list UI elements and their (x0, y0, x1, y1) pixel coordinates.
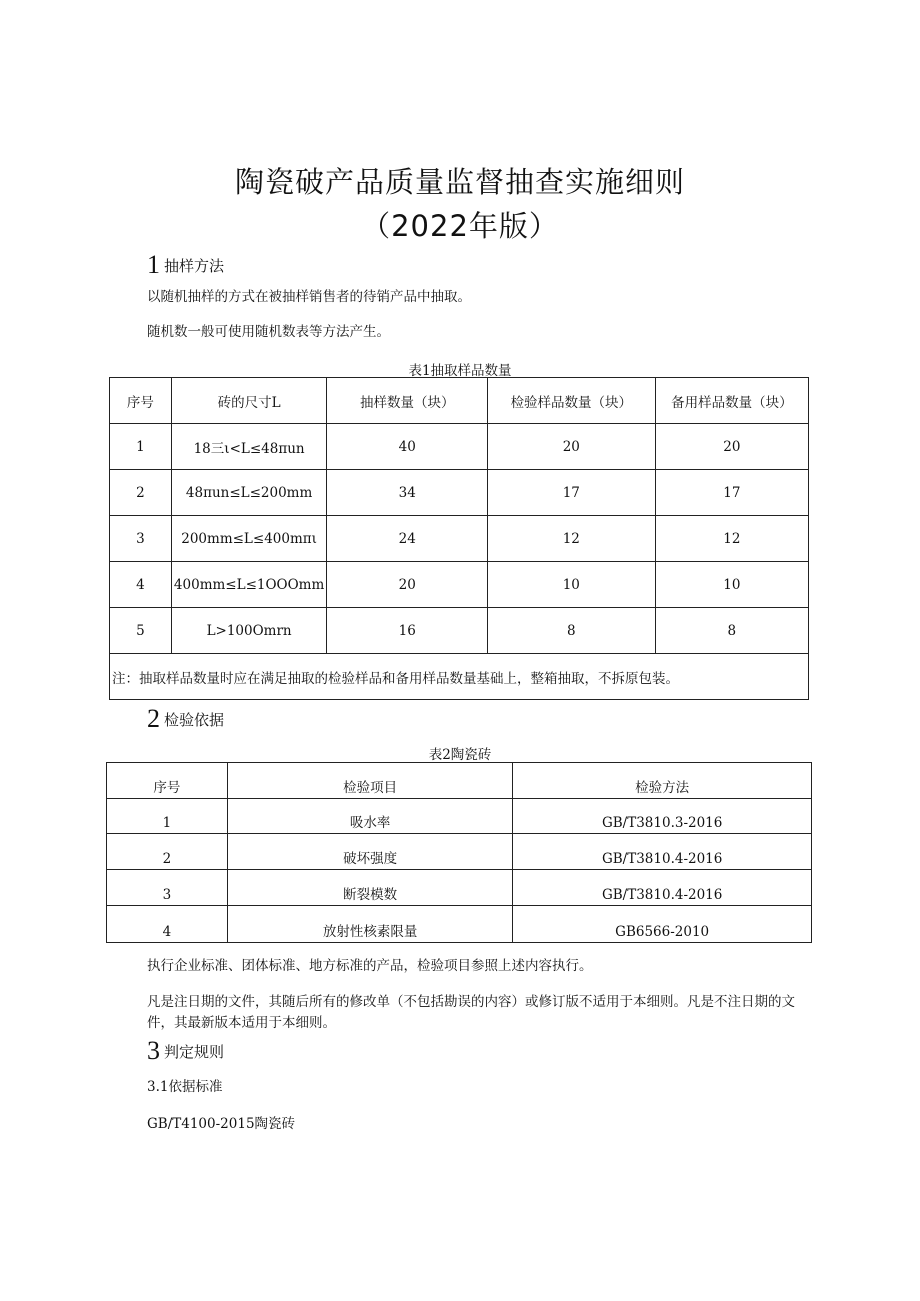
table-cell: 破坏强度 (227, 834, 513, 870)
table-row (110, 608, 809, 654)
section-number: 2 (147, 704, 160, 733)
table-cell: 48πun≤L≤200mm (171, 470, 327, 516)
header-cell: 检验样品数量（块） (487, 378, 655, 424)
table-cell: 20 (487, 424, 655, 470)
table-cell: 吸水率 (227, 799, 513, 834)
table-cell: 17 (487, 470, 655, 516)
table-row (110, 516, 809, 562)
header-cell: 抽样数量（块） (327, 378, 488, 424)
table-header-row (107, 763, 812, 799)
standard-reference: GB/T4100-2015陶瓷砖 (147, 1116, 296, 1132)
section-number: 3 (147, 1036, 160, 1065)
table-cell: 5 (110, 608, 172, 654)
table-cell: 10 (487, 562, 655, 608)
table-cell: 8 (655, 608, 808, 654)
table-cell: 8 (487, 608, 655, 654)
table-row (107, 906, 812, 943)
header-cell: 备用样品数量（块） (655, 378, 808, 424)
table-cell: 2 (110, 470, 172, 516)
table-cell: 放射性核素限量 (227, 906, 513, 943)
document-title: 陶瓷破产品质量监督抽查实施细则 (234, 165, 685, 199)
table-cell: 20 (655, 424, 808, 470)
table-cell: 4 (107, 906, 228, 943)
section-title: 判定规则 (164, 1043, 225, 1061)
table-2-caption: 表2陶瓷砖 (428, 747, 492, 763)
section-title: 检验依据 (164, 711, 225, 729)
table-cell: 18三ι<L≤48πun (171, 424, 327, 470)
table-1-caption: 表1抽取样品数量 (408, 363, 512, 379)
table-row (110, 562, 809, 608)
table-row (107, 834, 812, 870)
table-cell: 2 (107, 834, 228, 870)
inspection-table (106, 762, 812, 943)
paragraph (147, 992, 812, 1034)
table-cell: 1 (107, 799, 228, 834)
table-cell: 24 (327, 516, 488, 562)
section-number: 1 (147, 250, 160, 279)
table-row (110, 424, 809, 470)
table-cell: GB6566-2010 (513, 906, 812, 943)
paragraph: 以随机抽样的方式在被抽样销售者的待销产品中抽取。 (147, 289, 471, 305)
table-cell: L>100Omrn (171, 608, 327, 654)
table-cell: 17 (655, 470, 808, 516)
subsection-heading: 3.1依据标准 (147, 1079, 223, 1095)
table-cell: 3 (107, 870, 228, 906)
table-cell: 12 (487, 516, 655, 562)
table-cell: GB/T3810.4-2016 (513, 834, 812, 870)
table-cell: 200mm≤L≤400mπι (171, 516, 327, 562)
table-cell: GB/T3810.4-2016 (513, 870, 812, 906)
header-cell: 检验方法 (513, 763, 812, 799)
table-row (107, 799, 812, 834)
table-row (107, 870, 812, 906)
table-note-row (110, 654, 809, 700)
document-subtitle: （2022年版） (361, 209, 559, 243)
header-cell: 序号 (107, 763, 228, 799)
section-title: 抽样方法 (164, 257, 225, 275)
paragraph: 随机数一般可使用随机数表等方法产生。 (147, 324, 390, 340)
table-cell: 12 (655, 516, 808, 562)
table-cell: 4 (110, 562, 172, 608)
table-row (110, 470, 809, 516)
header-cell: 砖的尺寸L (171, 378, 327, 424)
table-cell: 20 (327, 562, 488, 608)
table-cell: 400mm≤L≤1OOOmm (171, 562, 327, 608)
paragraph-text: 凡是注日期的文件，其随后所有的修改单（不包括勘误的内容）或修订版不适用于本细则。凡是不注日期的文件，其最新版本适用于本细则。 (147, 994, 795, 1031)
table-cell: 断裂模数 (227, 870, 513, 906)
table-cell: GB/T3810.3-2016 (513, 799, 812, 834)
sampling-table (109, 377, 809, 700)
table-cell: 40 (327, 424, 488, 470)
table-cell: 3 (110, 516, 172, 562)
header-cell: 检验项目 (227, 763, 513, 799)
table-cell: 16 (327, 608, 488, 654)
table-cell: 34 (327, 470, 488, 516)
table-cell: 1 (110, 424, 172, 470)
header-cell: 序号 (110, 378, 172, 424)
section-2-heading (147, 704, 224, 734)
table-note: 注：抽取样品数量时应在满足抽取的检验样品和备用样品数量基础上，整箱抽取，不拆原包装。 (110, 654, 809, 700)
table-header-row (110, 378, 809, 424)
table-cell: 10 (655, 562, 808, 608)
paragraph: 执行企业标准、团体标准、地方标准的产品，检验项目参照上述内容执行。 (147, 958, 593, 974)
section-3-heading (147, 1036, 224, 1066)
section-1-heading (147, 250, 224, 280)
